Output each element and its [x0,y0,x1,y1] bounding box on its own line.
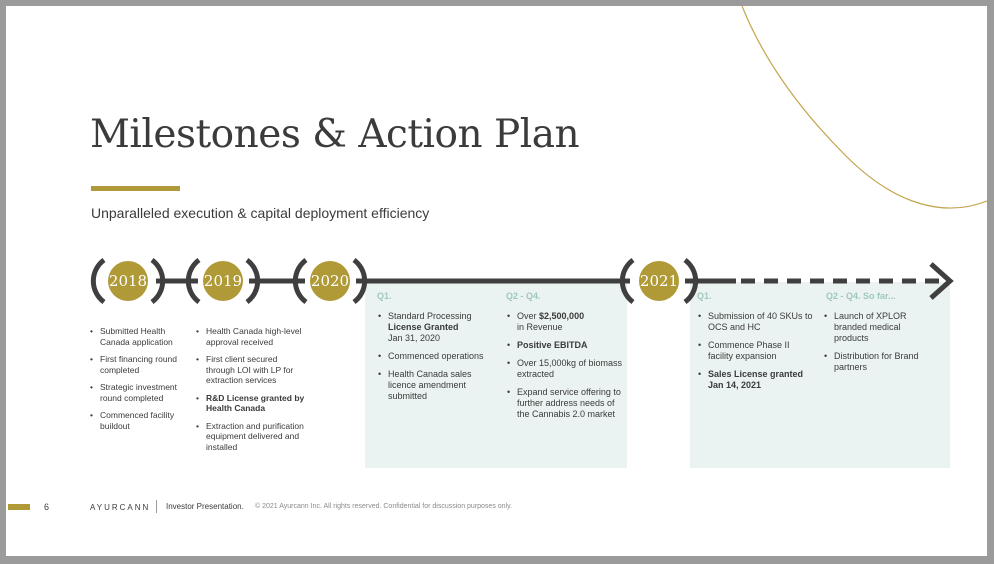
milestone-2019-3 [196,393,306,414]
milestone-2020-q2q4-1-a: Over [517,311,537,321]
milestone-2021-q2q4-2: • Distribution for Brand partners [824,351,924,373]
milestone-2019-4: • Extraction and purification equipment delivered and installed [196,421,306,453]
milestone-2020-q1-2: • Commenced operations [378,351,496,362]
milestones-2020-q2q4 [507,311,623,427]
milestones-2021-q1 [698,311,814,398]
milestone-2021-q1-3 [698,369,814,391]
milestone-2021-q2q4-1: • Launch of XPLOR branded medical products [824,311,924,344]
page-subtitle: Unparalleled execution & capital deployment efficiency [91,205,430,221]
milestones-2019 [196,326,306,459]
year-label-2020: 2020 [310,272,350,290]
milestones-2018 [90,326,192,438]
year-label-2019: 2019 [203,272,243,290]
milestone-2020-q2q4-4: • Expand service offering to further address needs of the Cannabis 2.0 market [507,387,623,420]
footer-divider [156,500,157,513]
quarter-label-2021-q1: Q1. [697,291,712,301]
milestone-2020-q1-3: • Health Canada sales licence amendment submitted [378,369,496,402]
milestone-2018-1: • Submitted Health Canada application [90,326,192,347]
year-node-2020 [295,260,364,302]
milestone-2020-q2q4-2-text: Positive EBITDA [517,340,588,350]
milestone-2020-q1-1-b: License Granted [388,322,459,332]
milestone-2020-q2q4-2 [507,340,623,351]
timeline [6,6,987,556]
footer-copyright: © 2021 Ayurcann Inc. All rights reserved. Confidential for discussion purposes only. [255,503,513,510]
milestone-2018-4: • Commenced facility buildout [90,410,192,431]
milestone-2020-q2q4-1 [507,311,623,333]
year-node-2021 [622,260,695,302]
milestone-2021-q1-2: • Commence Phase II facility expansion [698,340,814,362]
year-node-2019 [188,260,257,302]
year-label-2021: 2021 [639,272,679,290]
milestone-2020-q1-1 [378,311,496,344]
quarter-label-2021-q2q4: Q2 - Q4. So far... [826,291,896,301]
milestone-2021-q1-3-text: Sales License granted Jan 14, 2021 [708,369,804,390]
milestone-2018-3: • Strategic investment round completed [90,382,192,403]
milestone-2018-2: • First financing round completed [90,354,192,375]
year-label-2018: 2018 [108,272,148,290]
milestones-2020-q1 [378,311,496,409]
milestone-2020-q2q4-3: • Over 15,000kg of biomass extracted [507,358,623,380]
milestone-2020-q2q4-1-c: in Revenue [517,322,563,332]
milestones-2021-q2q4 [824,311,924,380]
quarter-label-2020-q2q4: Q2 - Q4. [506,291,541,301]
brand-logo-text: AYURCANN [90,503,151,512]
milestone-2019-2: • First client secured through LOI with LP for extraction services [196,354,306,386]
milestone-2019-3-text: R&D License granted by Health Canada [206,392,305,413]
page-title: Milestones & Action Plan [90,112,580,157]
milestone-2020-q2q4-1-b: $2,500,000 [539,311,585,321]
slide [6,6,987,556]
milestone-2021-q1-1: • Submission of 40 SKUs to OCS and HC [698,311,814,333]
milestone-2020-q1-1-c: Jan 31, 2020 [388,333,441,343]
footer-accent-bar [8,504,30,510]
footer-presentation-label: Investor Presentation. [166,502,244,511]
milestone-2020-q1-1-a: Standard Processing [388,311,472,321]
milestone-2019-1: • Health Canada high-level approval received [196,326,306,347]
year-node-2018 [93,260,162,302]
quarter-label-2020-q1: Q1. [377,291,392,301]
page-number: 6 [44,502,50,512]
